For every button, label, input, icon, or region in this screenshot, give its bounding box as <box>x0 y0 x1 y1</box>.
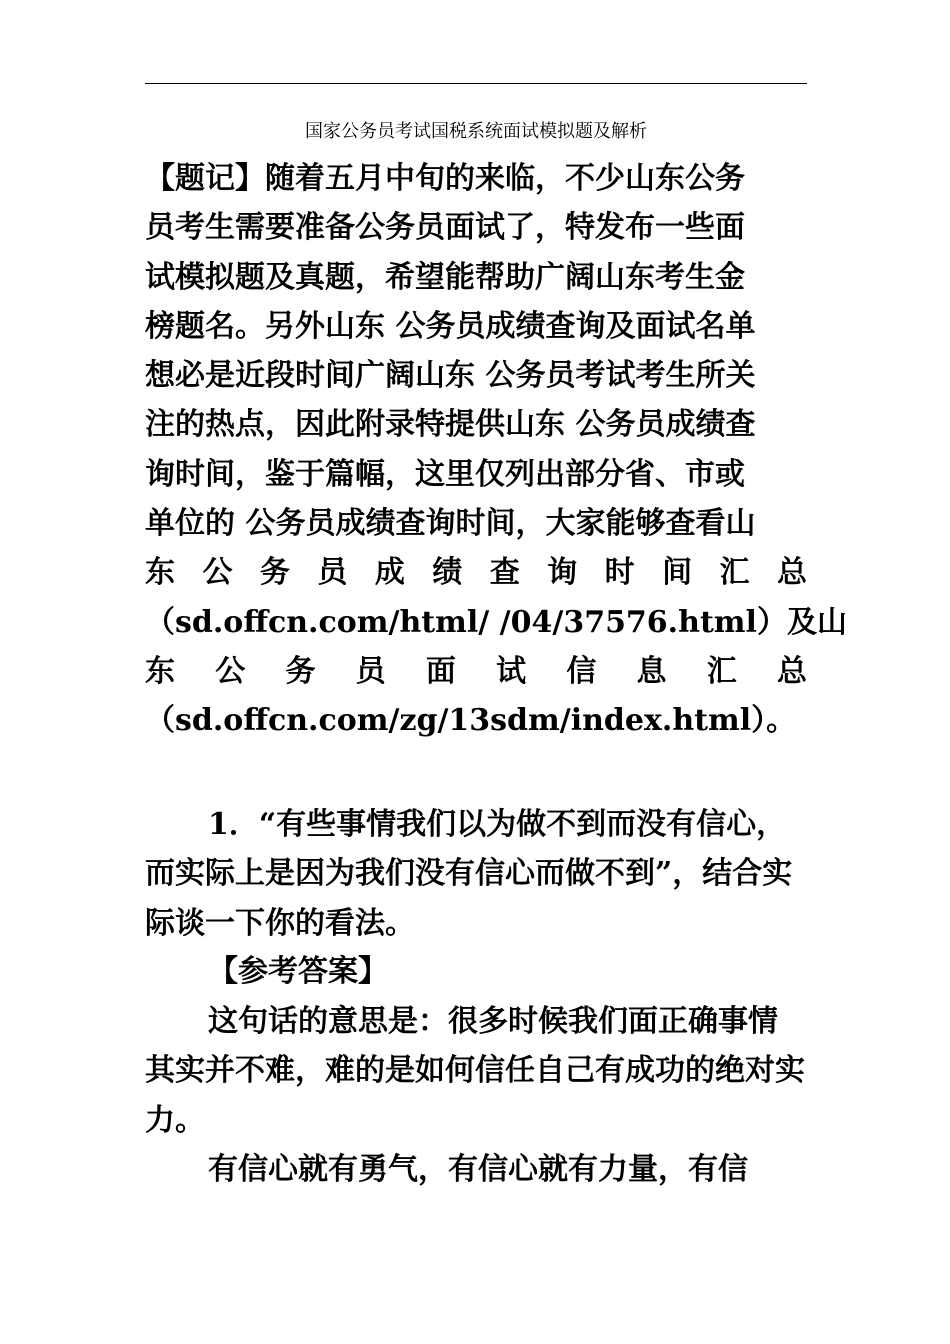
intro-char: 员 <box>317 555 348 591</box>
intro-line: 想必是近段时间广阔山东 公务员考试考生所关 <box>145 358 756 394</box>
intro-char: 汇 <box>719 555 750 591</box>
intro-char: 成 <box>374 555 405 591</box>
intro-url-line: （sd.offcn.com/html/ /04/37576.html）及山 <box>145 604 847 640</box>
intro-char: 公 <box>202 555 233 591</box>
intro-char: 总 <box>776 653 807 689</box>
intro-line: 单位的 公务员成绩查询时间，大家能够查看山 <box>145 506 756 542</box>
intro-paragraph <box>145 154 847 746</box>
intro-char: 东 <box>145 555 175 591</box>
intro-char: 汇 <box>706 653 737 689</box>
intro-char: 息 <box>636 653 667 689</box>
question-1: 1．“有些事情我们以为做不到而没有信心，而实际上是因为我们没有信心而做不到”，结合实际谈一下你的看法。 <box>145 807 793 941</box>
intro-line: 注的热点，因此附录特提供山东 公务员成绩查 <box>145 407 756 443</box>
header-rule <box>145 83 807 84</box>
intro-line: 【题记】随着五月中旬的来临，不少山东公务 <box>145 161 745 196</box>
answer-paragraph: 这句话的意思是：很多时候我们面正确事情其实并不难，难的是如何信任自己有成功的绝对实力。 <box>145 1004 805 1138</box>
intro-char: 公 <box>215 653 246 689</box>
intro-justified-line <box>145 548 807 597</box>
intro-char: 询 <box>547 555 578 591</box>
intro-line: 榜题名。另外山东 公务员成绩查询及面试名单 <box>145 308 756 344</box>
intro-char: 务 <box>285 653 316 689</box>
intro-char: 东 <box>145 653 175 689</box>
intro-char: 总 <box>776 555 807 591</box>
intro-char: 查 <box>489 555 520 591</box>
intro-url-line: （sd.offcn.com/zg/13sdm/index.html）。 <box>145 703 797 739</box>
intro-char: 面 <box>425 653 456 689</box>
answer-heading: 【参考答案】 <box>208 954 388 989</box>
intro-char: 员 <box>355 653 386 689</box>
intro-char: 间 <box>662 555 693 591</box>
intro-line: 员考生需要准备公务员面试了，特发布一些面 <box>145 210 745 246</box>
intro-justified-line <box>145 647 807 696</box>
intro-char: 信 <box>566 653 597 689</box>
intro-line: 询时间，鉴于篇幅，这里仅列出部分省、市或 <box>145 456 745 492</box>
intro-char: 时 <box>604 555 635 591</box>
intro-char: 试 <box>496 653 527 689</box>
intro-char: 绩 <box>432 555 463 591</box>
document-title: 国家公务员考试国税系统面试模拟题及解析 <box>305 121 647 142</box>
intro-line: 试模拟题及真题，希望能帮助广阔山东考生金 <box>145 259 745 295</box>
intro-char: 务 <box>259 555 290 591</box>
answer-paragraph: 有信心就有勇气，有信心就有力量，有信 <box>208 1152 748 1187</box>
